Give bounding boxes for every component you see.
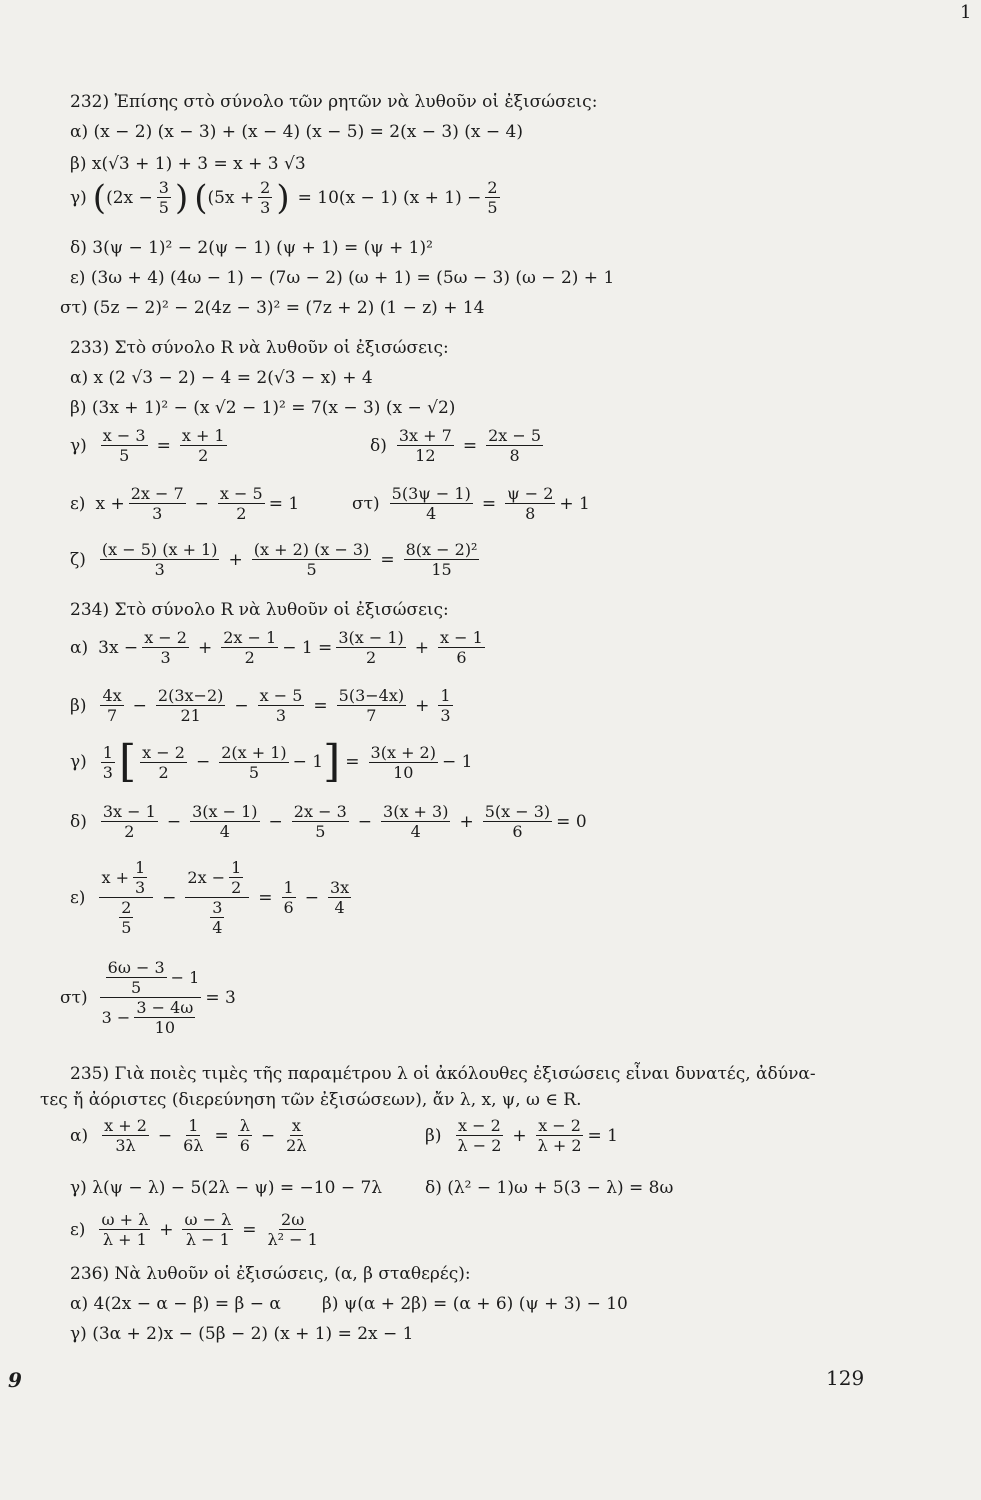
exercise-235-e: ε) $\frac{\omega + \lambda}{\lambda + 1}$ + $\frac{\omega - \lambda}{\lambda - 1}$ = $\frac{2\omega}{\text{λ² − 1}}$	[70, 1210, 318, 1249]
exercise-236-a: α) 4(2x − α − β) = β − α	[70, 1294, 281, 1314]
exercise-232-e: ε) (3ω + 4) (4ω − 1) − (7ω − 2) (ω + 1) = (5ω − 3) (ω − 2) + 1	[70, 268, 615, 288]
exercise-236-title: 236) Νὰ λυθοῦν οἱ ἐξισώσεις, (α, β σταθερές):	[70, 1264, 471, 1284]
exercise-232-b: β) x(√3 + 1) + 3 = x + 3 √3	[70, 154, 306, 174]
exercise-236-b: β) ψ(α + 2β) = (α + 6) (ψ + 3) − 10	[322, 1294, 628, 1314]
footer-left-number: 9	[8, 1368, 22, 1392]
exercise-233-z: ζ) $\frac{(x - 5) (x + 1)}{3}$ + $\frac{(x + 2) (x - 3)}{5}$ = $\frac{\text{8(x − 2)²}}{15}$	[70, 540, 478, 579]
exercise-235-c: γ) λ(ψ − λ) − 5(2λ − ψ) = −10 − 7λ	[70, 1178, 383, 1198]
exercise-232-title: 232) Ἐπίσης στὸ σύνολο τῶν ρητῶν νὰ λυθοῦν οἱ ἐξισώσεις:	[70, 92, 598, 112]
exercise-233-c: γ) $\frac{x - 3}{5}$ = $\frac{x + 1}{2}$	[70, 426, 225, 465]
exercise-235-a: α) $\frac{x + 2}{3\lambda}$ − $\frac{1}{6\lambda}$ = $\frac{\lambda}{6}$ − $\frac{x}{2\lambda}$	[70, 1116, 307, 1155]
exercise-234-b: β) $\frac{4x}{7}$ − $\frac{2(3x-2)}{21}$ − $\frac{x - 5}{3}$ = $\frac{5(3-4x)}{7}$ + $\frac{1}{3}$	[70, 686, 451, 725]
exercise-232-d: δ) 3(ψ − 1)² − 2(ψ − 1) (ψ + 1) = (ψ + 1)²	[70, 238, 433, 258]
exercise-232-a: α) (x − 2) (x − 3) + (x − 4) (x − 5) = 2(x − 3) (x − 4)	[70, 122, 523, 142]
exercise-235-title-line2: τες ἤ ἀόριστες (διερεύνηση τῶν ἐξισώσεων), ἄν λ, x, ψ, ω ∈ R.	[40, 1090, 582, 1110]
exercise-233-title: 233) Στὸ σύνολο R νὰ λυθοῦν οἱ ἐξισώσεις:	[70, 338, 449, 358]
exercise-235-d: δ) (λ² − 1)ω + 5(3 − λ) = 8ω	[425, 1178, 674, 1198]
exercise-236-c: γ) (3α + 2)x − (5β − 2) (x + 1) = 2x − 1	[70, 1324, 414, 1344]
exercise-233-b: β) (3x + 1)² − (x √2 − 1)² = 7(x − 3) (x − √2)	[70, 398, 456, 418]
exercise-235-b: β) $\frac{x - 2}{\lambda - 2}$ + $\frac{x - 2}{\lambda + 2}$ = 1	[425, 1116, 618, 1155]
exercise-233-d: δ) $\frac{3x + 7}{12}$ = $\frac{2x - 5}{8}$	[370, 426, 542, 465]
exercise-234-a: α) 3x − $\frac{x - 2}{3}$ + $\frac{2x - 1}{2}$ − 1 = $\frac{3(x - 1)}{2}$ + $\frac{x - 1}{6}$	[70, 628, 483, 667]
exercise-232-c: γ) ( (2x − $\frac{3}{5}$ ) ( (5x + $\frac{2}{3}$ ) = 10(x − 1) (x + 1) − $\frac{2}{5}$	[70, 177, 498, 218]
exercise-233-st: στ) $\frac{5(3\psi - 1)}{4}$ = $\frac{\psi - 2}{8}$ + 1	[352, 484, 590, 523]
exercise-233-e: ε) x + $\frac{2x - 7}{3}$ − $\frac{x - 5}{2}$ = 1	[70, 484, 300, 523]
exercise-234-e: ε) x + $\frac{1}{3}$ $\frac{2}{5}$ − 2x − $\frac{1}{2}$ $\frac{3}{4}$ = $\frac{1}{6}$ − $\frac{3x}{4}$	[70, 858, 350, 937]
exercise-233-a: α) x (2 √3 − 2) − 4 = 2(√3 − x) + 4	[70, 368, 373, 388]
page-number: 129	[826, 1366, 865, 1390]
exercise-234-d: δ) $\frac{3x - 1}{2}$ − $\frac{3(x - 1)}{4}$ − $\frac{2x - 3}{5}$ − $\frac{3(x + 3)}{4}$ + $\frac{5(x - 3)}{6}$ = 0	[70, 802, 587, 841]
exercise-232-st: στ) (5z − 2)² − 2(4z − 3)² = (7z + 2) (1 − z) + 14	[60, 298, 485, 318]
exercise-235-title-line1: 235) Γιὰ ποιὲς τιμὲς τῆς παραμέτρου λ οἱ ἀκόλουθες ἐξισώσεις εἶναι δυνατές, ἀδύνα-	[70, 1064, 816, 1084]
exercise-234-title: 234) Στὸ σύνολο R νὰ λυθοῦν οἱ ἐξισώσεις:	[70, 600, 449, 620]
exercise-234-st: στ) $\frac{6\omega - 3}{5}$ − 1 3 − $\frac{3 - 4\omega}{10}$ = 3	[60, 958, 236, 1037]
corner-mark: 1	[960, 2, 972, 23]
exercise-234-c: γ) $\frac{1}{3}$ [ $\frac{x - 2}{2}$ − $\frac{2(x + 1)}{5}$ − 1 ] = $\frac{3(x + 2)}{10}$ − 1	[70, 736, 473, 787]
